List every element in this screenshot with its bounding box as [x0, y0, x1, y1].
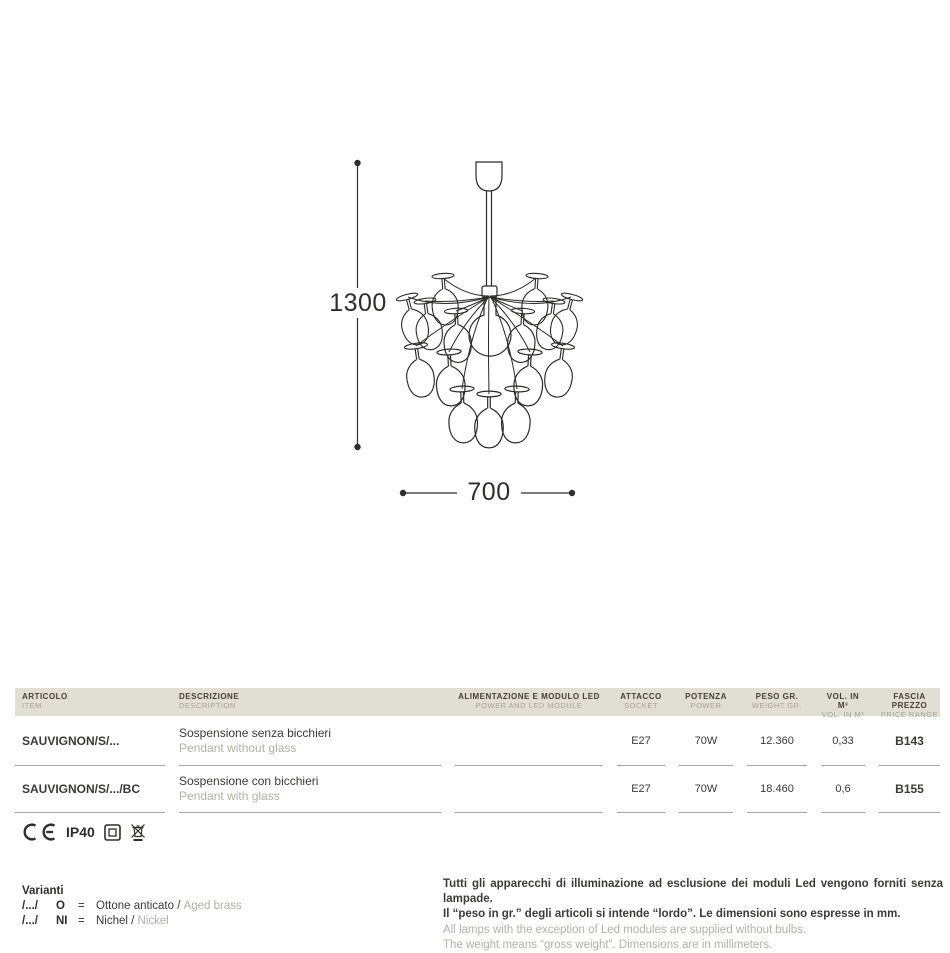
canopy-shape — [476, 162, 502, 191]
table-row-cell-weight: 18.460 — [747, 766, 807, 813]
table-row-cell-weight: 12.360 — [747, 716, 807, 766]
weee-crossed-bin-icon — [130, 823, 146, 842]
table-row-cell-volume: 0,33 — [821, 716, 865, 766]
table-row-cell-power-module — [455, 766, 603, 813]
table-row-cell-power: 70W — [679, 716, 733, 766]
ip-rating-label: IP40 — [66, 824, 95, 840]
class-ii-insulation-icon — [104, 824, 121, 841]
note-italian-line: Tutti gli apparecchi di illuminazione ad esclusione dei moduli Led vengono forniti senza lampade. — [443, 878, 943, 906]
width-dimension-value: 700 — [467, 478, 511, 506]
height-dimension-value: 1300 — [329, 289, 387, 317]
table-row-cell-power-module — [455, 716, 603, 766]
column-header-descrizione: DESCRIZIONE DESCRIPTION — [179, 692, 240, 710]
table-row-cell-price-range: B143 — [879, 716, 940, 766]
column-header-fascia-prezzo: FASCIA PREZZO PRICE RANGE — [880, 692, 939, 719]
table-row-cell-item: SAUVIGNON/S/.../BC — [15, 766, 165, 813]
notes-section — [443, 877, 943, 953]
ce-mark-icon — [20, 823, 57, 841]
specification-table — [15, 688, 940, 813]
note-english-line: The weight means “gross weight”. Dimensions are in millimeters. — [443, 938, 773, 951]
variants-section — [22, 884, 242, 929]
table-row-cell-description: Sospensione senza bicchieri Pendant without glass — [179, 716, 441, 766]
table-row-cell-price-range: B155 — [879, 766, 940, 813]
wine-glasses-group — [394, 272, 585, 447]
table-row-cell-power: 70W — [679, 766, 733, 813]
column-header-articolo: ARTICOLO ITEM — [22, 692, 68, 710]
table-row-cell-item: SAUVIGNON/S/... — [15, 716, 165, 766]
note-italian-line: Il “peso in gr.” degli articoli si intende “lordo”. Le dimensioni sono espresse in mm. — [443, 908, 901, 921]
variant-item: /.../ O = Ottone anticato / Aged brass — [22, 900, 242, 912]
column-header-volume: VOL. IN M³ VOL. IN M³ — [821, 692, 865, 719]
certification-icons-row — [20, 820, 146, 844]
column-header-alimentazione: ALIMENTAZIONE E MODULO LED POWER AND LED MODULE — [458, 692, 600, 710]
table-row-cell-socket: E27 — [617, 766, 665, 813]
variants-title: Varianti — [22, 885, 64, 897]
variant-item: /.../ NI = Nichel / Nickel — [22, 915, 169, 927]
table-row-cell-description: Sospensione con bicchieri Pendant with glass — [179, 766, 441, 813]
column-header-attacco: ATTACCO SOCKET — [620, 692, 662, 710]
column-header-peso: PESO GR. WEIGHT GR. — [751, 692, 803, 710]
column-header-potenza: POTENZA POWER — [685, 692, 727, 710]
note-english-line: All lamps with the exception of Led modules are supplied without bulbs. — [443, 923, 807, 936]
table-row-cell-socket: E27 — [617, 716, 665, 766]
table-row-cell-volume: 0,6 — [821, 766, 865, 813]
arms-group — [408, 278, 571, 394]
